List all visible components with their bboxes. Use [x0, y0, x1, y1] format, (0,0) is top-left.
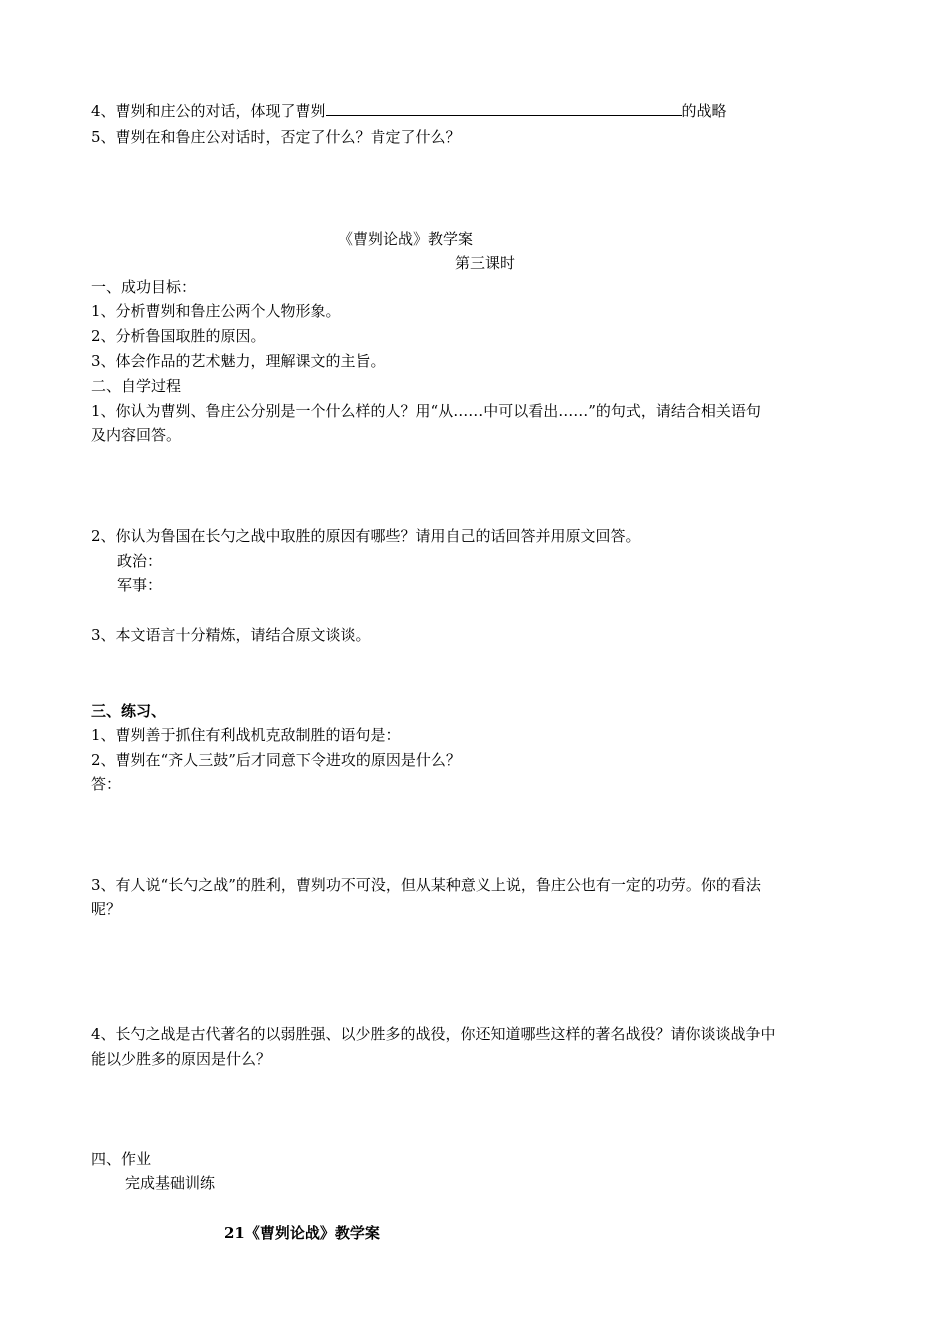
self-study-q3: 3、本文语言十分精炼，请结合原文谈谈。 — [91, 626, 371, 644]
goal-item: 1、分析曹刿和鲁庄公两个人物形象。 — [91, 302, 341, 320]
goals-heading: 一、成功目标： — [91, 278, 197, 296]
goal-item: 2、分析鲁国取胜的原因。 — [91, 327, 266, 345]
question-4-text: 4、曹刿和庄公的对话，体现了曹刿 — [91, 102, 326, 120]
homework-heading: 四、作业 — [91, 1150, 152, 1168]
self-study-q1: 1、你认为曹刿、鲁庄公分别是一个什么样的人？用“从……中可以看出……”的句式，请结合相关语句 — [91, 402, 761, 420]
page-title: 《曹刿论战》教学案 — [338, 230, 474, 248]
self-study-heading: 二、自学过程 — [91, 377, 182, 395]
military-label: 军事： — [117, 576, 163, 594]
practice-q3: 3、有人说“长勺之战”的胜利，曹刿功不可没，但从某种意义上说，鲁庄公也有一定的功劳。你的看法 — [91, 876, 761, 894]
footer-title: 21《曹刿论战》教学案 — [224, 1224, 380, 1242]
question-4 — [91, 101, 727, 121]
answer-blank — [326, 101, 682, 116]
lesson-subtitle: 第三课时 — [455, 254, 516, 272]
practice-q3-cont: 呢？ — [91, 900, 122, 918]
question-4-suffix: 的战略 — [681, 102, 727, 120]
self-study-q1-cont: 及内容回答。 — [91, 426, 182, 444]
politics-label: 政治： — [117, 552, 163, 570]
practice-q2: 2、曹刿在“齐人三鼓”后才同意下令进攻的原因是什么？ — [91, 751, 461, 769]
question-5: 5、曹刿在和鲁庄公对话时，否定了什么？肯定了什么？ — [91, 128, 461, 146]
practice-heading: 三、练习、 — [91, 702, 167, 720]
practice-q4-cont: 能以少胜多的原因是什么？ — [91, 1050, 272, 1068]
goal-item: 3、体会作品的艺术魅力，理解课文的主旨。 — [91, 352, 386, 370]
answer-label: 答： — [91, 775, 122, 793]
self-study-q2: 2、你认为鲁国在长勺之战中取胜的原因有哪些？请用自己的话回答并用原文回答。 — [91, 527, 641, 545]
homework-item: 完成基础训练 — [125, 1174, 216, 1192]
practice-q1: 1、曹刿善于抓住有利战机克敌制胜的语句是： — [91, 726, 401, 744]
practice-q4: 4、长勺之战是古代著名的以弱胜强、以少胜多的战役，你还知道哪些这样的著名战役？请你谈谈战争中 — [91, 1025, 776, 1043]
